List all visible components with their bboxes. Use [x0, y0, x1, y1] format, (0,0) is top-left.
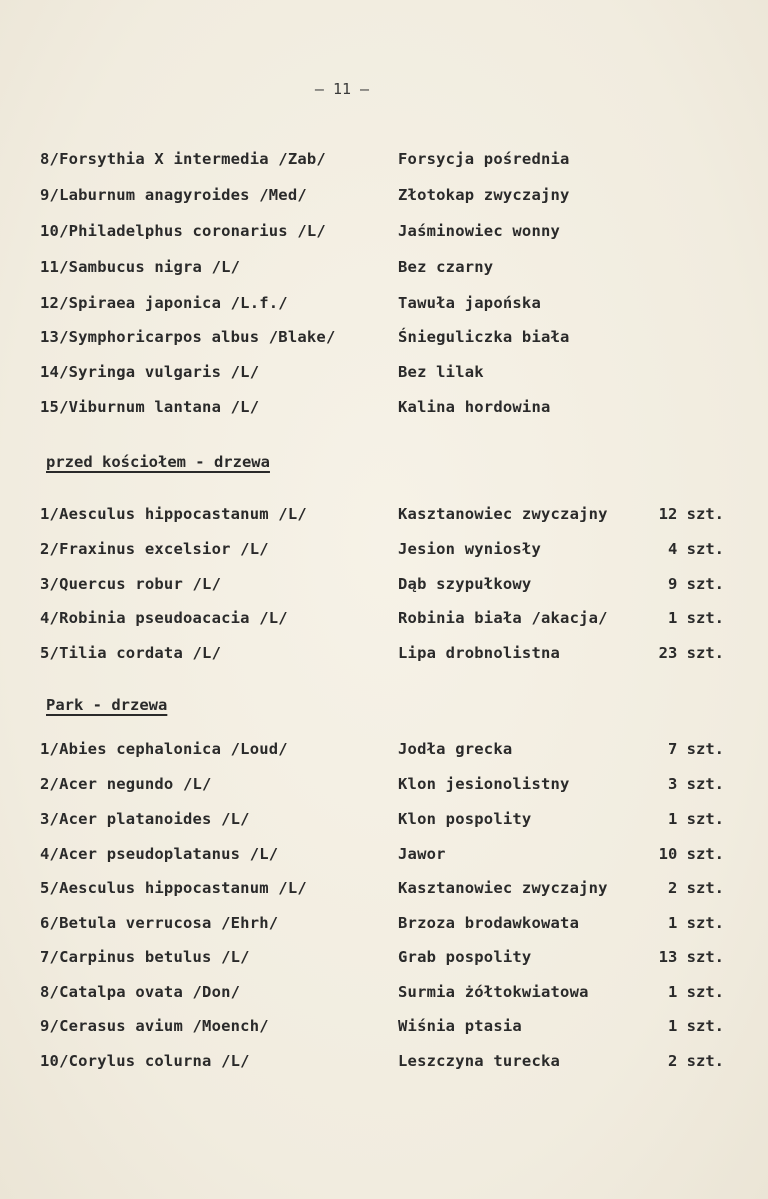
polish-name: Jodła grecka	[398, 740, 513, 758]
polish-name: Kasztanowiec zwyczajny	[398, 505, 608, 523]
count: 9 szt.	[668, 575, 724, 593]
count: 4 szt.	[668, 540, 724, 558]
latin-name: 4/Robinia pseudoacacia /L/	[40, 609, 288, 627]
polish-name: Tawuła japońska	[398, 294, 541, 312]
latin-name: 2/Fraxinus excelsior /L/	[40, 540, 269, 558]
latin-name: 7/Carpinus betulus /L/	[40, 948, 250, 966]
polish-name: Klon jesionolistny	[398, 775, 570, 793]
table-row	[0, 499, 768, 531]
table-row	[0, 1046, 768, 1078]
polish-name: Grab pospolity	[398, 948, 532, 966]
polish-name: Dąb szypułkowy	[398, 575, 532, 593]
count: 1 szt.	[668, 609, 724, 627]
polish-name: Surmia żółtokwiatowa	[398, 983, 589, 1001]
count: 1 szt.	[668, 1017, 724, 1035]
table-row	[0, 804, 768, 836]
latin-name: 14/Syringa vulgaris /L/	[40, 363, 260, 381]
list-item	[0, 322, 768, 354]
count: 2 szt.	[668, 1052, 724, 1070]
polish-name: Lipa drobnolistna	[398, 644, 561, 662]
count: 23 szt.	[658, 644, 724, 662]
page-number: – 11 –	[314, 80, 370, 98]
list-item	[0, 288, 768, 320]
polish-name: Jawor	[398, 845, 446, 863]
latin-name: 10/Corylus colurna /L/	[40, 1052, 250, 1070]
table-row	[0, 908, 768, 940]
polish-name: Forsycja pośrednia	[398, 150, 570, 168]
latin-name: 12/Spiraea japonica /L.f./	[40, 294, 288, 312]
latin-name: 6/Betula verrucosa /Ehrh/	[40, 914, 279, 932]
latin-name: 4/Acer pseudoplatanus /L/	[40, 845, 279, 863]
latin-name: 8/Catalpa ovata /Don/	[40, 983, 241, 1001]
polish-name: Śnieguliczka biała	[398, 328, 570, 346]
table-row	[0, 534, 768, 566]
count: 7 szt.	[668, 740, 724, 758]
latin-name: 5/Aesculus hippocastanum /L/	[40, 879, 307, 897]
count: 1 szt.	[668, 810, 724, 828]
latin-name: 3/Quercus robur /L/	[40, 575, 222, 593]
list-item	[0, 144, 768, 176]
table-row	[0, 569, 768, 601]
latin-name: 9/Laburnum anagyroides /Med/	[40, 186, 307, 204]
table-row	[0, 839, 768, 871]
count: 2 szt.	[668, 879, 724, 897]
count: 1 szt.	[668, 983, 724, 1001]
latin-name: 13/Symphoricarpos albus /Blake/	[40, 328, 336, 346]
latin-name: 11/Sambucus nigra /L/	[40, 258, 241, 276]
list-item	[0, 180, 768, 212]
latin-name: 2/Acer negundo /L/	[40, 775, 212, 793]
latin-name: 8/Forsythia X intermedia /Zab/	[40, 150, 326, 168]
list-item	[0, 216, 768, 248]
polish-name: Klon pospolity	[398, 810, 532, 828]
polish-name: Brzoza brodawkowata	[398, 914, 580, 932]
latin-name: 5/Tilia cordata /L/	[40, 644, 222, 662]
table-row	[0, 734, 768, 766]
latin-name: 1/Aesculus hippocastanum /L/	[40, 505, 307, 523]
count: 13 szt.	[658, 948, 724, 966]
latin-name: 1/Abies cephalonica /Loud/	[40, 740, 288, 758]
polish-name: Kalina hordowina	[398, 398, 551, 416]
count: 10 szt.	[658, 845, 724, 863]
list-item	[0, 252, 768, 284]
polish-name: Wiśnia ptasia	[398, 1017, 522, 1035]
polish-name: Bez lilak	[398, 363, 484, 381]
latin-name: 3/Acer platanoides /L/	[40, 810, 250, 828]
list-item	[0, 357, 768, 389]
table-row	[0, 977, 768, 1009]
count: 1 szt.	[668, 914, 724, 932]
latin-name: 15/Viburnum lantana /L/	[40, 398, 260, 416]
polish-name: Bez czarny	[398, 258, 494, 276]
table-row	[0, 603, 768, 635]
count: 12 szt.	[658, 505, 724, 523]
latin-name: 10/Philadelphus coronarius /L/	[40, 222, 326, 240]
table-row	[0, 942, 768, 974]
count: 3 szt.	[668, 775, 724, 793]
polish-name: Robinia biała /akacja/	[398, 609, 608, 627]
latin-name: 9/Cerasus avium /Moench/	[40, 1017, 269, 1035]
section-heading: Park - drzewa	[46, 696, 168, 714]
polish-name: Jaśminowiec wonny	[398, 222, 561, 240]
list-item	[0, 392, 768, 424]
table-row	[0, 873, 768, 905]
section-heading: przed kościołem - drzewa	[46, 453, 270, 471]
polish-name: Jesion wyniosły	[398, 540, 541, 558]
polish-name: Złotokap zwyczajny	[398, 186, 570, 204]
polish-name: Kasztanowiec zwyczajny	[398, 879, 608, 897]
table-row	[0, 638, 768, 670]
table-row	[0, 769, 768, 801]
table-row	[0, 1011, 768, 1043]
polish-name: Leszczyna turecka	[398, 1052, 561, 1070]
